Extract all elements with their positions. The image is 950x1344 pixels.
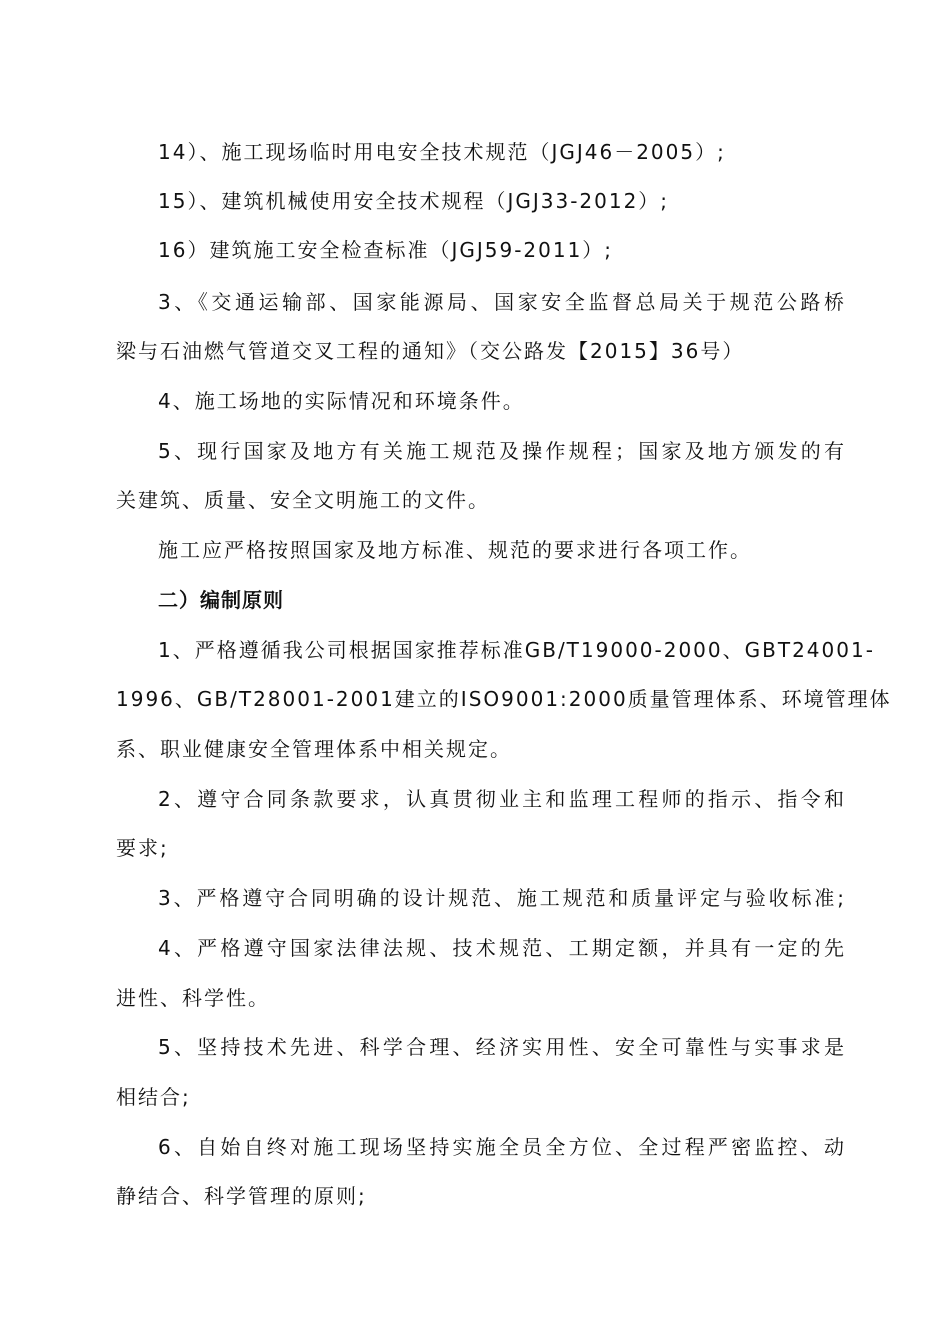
text-line: 16）建筑施工安全检查标准（JGJ59-2011）;	[158, 238, 614, 262]
text-line: 15）、建筑机械使用安全技术规程（JGJ33-2012）;	[158, 189, 670, 213]
text-line: 4、严格遵守国家法律法规、技术规范、工期定额，并具有一定的先	[158, 936, 846, 960]
text-line: 14）、施工现场临时用电安全技术规范（JGJ46－2005）;	[158, 140, 726, 164]
text-line: 5、现行国家及地方有关施工规范及操作规程；国家及地方颁发的有	[158, 439, 846, 463]
text-line: 关建筑、质量、安全文明施工的文件。	[116, 488, 490, 512]
text-line: 6、自始自终对施工现场坚持实施全员全方位、全过程严密监控、动	[158, 1135, 846, 1159]
text-line: 梁与石油燃气管道交叉工程的通知》（交公路发【2015】36号）	[116, 339, 745, 363]
text-line: 5、坚持技术先进、科学合理、经济实用性、安全可靠性与实事求是	[158, 1035, 846, 1059]
text-line: 进性、科学性。	[116, 986, 270, 1010]
text-line: 相结合;	[116, 1085, 191, 1109]
text-line: 系、职业健康安全管理体系中相关规定。	[116, 737, 512, 761]
text-line: 3、严格遵守合同明确的设计规范、施工规范和质量评定与验收标准;	[158, 886, 846, 910]
text-line: 1、严格遵循我公司根据国家推荐标准GB/T19000-2000、GBT24001-	[158, 638, 875, 662]
text-line: 3、《交通运输部、国家能源局、国家安全监督总局关于规范公路桥	[158, 290, 846, 314]
text-line: 4、施工场地的实际情况和环境条件。	[158, 389, 525, 413]
section-heading: 二）编制原则	[158, 588, 284, 612]
text-line: 要求;	[116, 836, 169, 860]
text-line: 施工应严格按照国家及地方标准、规范的要求进行各项工作。	[158, 538, 752, 562]
text-line: 1996、GB/T28001-2001建立的ISO9001:2000质量管理体系、环境管理体	[116, 687, 892, 711]
text-line: 2、遵守合同条款要求，认真贯彻业主和监理工程师的指示、指令和	[158, 787, 846, 811]
text-line: 静结合、科学管理的原则;	[116, 1184, 367, 1208]
